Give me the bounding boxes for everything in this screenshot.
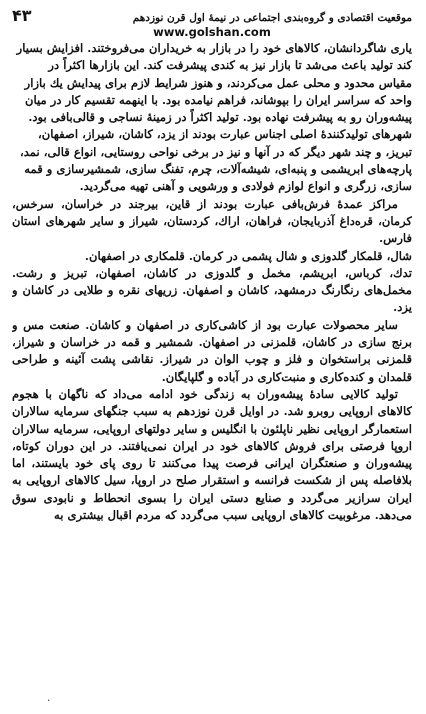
footer-mark: ۰ [46, 695, 52, 706]
paragraph: تدك، کرباس، ابریشم، مخمل و گلدوزی در کاشان، اصفهان، تبریز و رشت. مخمل‌های رنگارنگ درمشهد، کاشان و اصفهان. زریهای نقره و طلایی در کاشان و یزد. [12, 265, 412, 315]
body-text [12, 40, 412, 706]
running-head: موقعیت اقتصادی و گروه‌بندی اجتماعی در نیمهٔ اول قرن نوزدهم [132, 12, 412, 24]
paragraph: مراکز عمدهٔ فرش‌بافی عبارت بودند از قاین، بیرجند در خراسان، سرخس، کرمان، قره‌داغ آذربایجان، فراهان، اراك، کردستان، شیراز و سایر شهرهای استان فارس. [12, 196, 412, 246]
paragraph: شال، قلمکار گلدوزی و شال پشمی در کرمان. قلمکاری در اصفهان. [84, 248, 412, 263]
watermark-url: www.golshan.com [153, 25, 271, 39]
paragraph: یاری شاگردانشان، کالاهای خود را در بازار به خریداران می‌فروختند. افزایش بسیار کند تولید باعث می‌شد تا بازار نیز به کندی پیشرفت کند. این بازارها اکثراً در مقیاس محدود و محلی عمل می‌کردند، و هنوز شرایط لازم برای پیدایش یك بازار واحد که سراسر ایران را بپوشاند، فراهم نیامده بود. با اینهمه تقسیم کار در میان پیشه‌وران رو به پیشرفت نهاده بود. تولید اکثراً در زمینهٔ نساجی و قالی‌بافی بود. شهرهای تولیدکنندهٔ اصلی اجناس عبارت بودند از یزد، کاشان، شیراز، اصفهان، تبریز، و چند شهر دیگر که در آنها و نیز در برخی نواحی روستایی، انواع قالی، نمد، پارچه‌های ابریشمی و پنبه‌ای، شیشه‌آلات، چرم، تفنگ سازی، شمشیرسازی و قمه سازی، زرگری و انواع لوازم فولادی و ورشویی و آهنی تهیه می‌گردید. [16, 41, 412, 194]
page-number: ۴۳ [12, 6, 32, 25]
page-header [12, 6, 412, 24]
paragraph: تولید کالایی سادهٔ پیشه‌وران به زندگی خود ادامه می‌داد که ناگهان با هجوم کالاهای اروپایی روبرو شد. در اوایل قرن نوزدهم به سبب جنگهای سرمایه سالاران استعمارگر اروپایی نظیر ناپلئون با انگلیس و سایر دولتهای اروپایی، سرمایه سالاران اروپا فرصتی برای فروش کالاهای خود در ایران نمی‌یافتند. در این دوران کوتاه، پیشه‌وران و صنعتگران ایرانی فرصت پیدا می‌کنند تا روی پای خود بایستند، اما بلافاصله پس از شکست فرانسه و استقرار صلح در اروپا، سیل کالاهای اروپایی به ایران سرازیر می‌گردد و صنایع دستی ایران را بسوی انحطاط و نابودی سوق می‌دهد. مرغوبیت کالاهای اروپایی سبب می‌گردد که مردم اقبال بیشتری به [12, 386, 412, 523]
paragraph: سایر محصولات عبارت بود از کاشی‌کاری در اصفهان و کاشان. صنعت مس و برنج سازی در کاشان، قلمزنی در اصفهان. شمشیر و قمه در خراسان و شیراز، قلمزنی براستخوان و فلز و چوب الوان در شیراز. نقاشی پشت آئینه و طراحی قلمدان و کنده‌کاری و منبت‌کاری در آباده و گلپایگان. [12, 317, 412, 384]
